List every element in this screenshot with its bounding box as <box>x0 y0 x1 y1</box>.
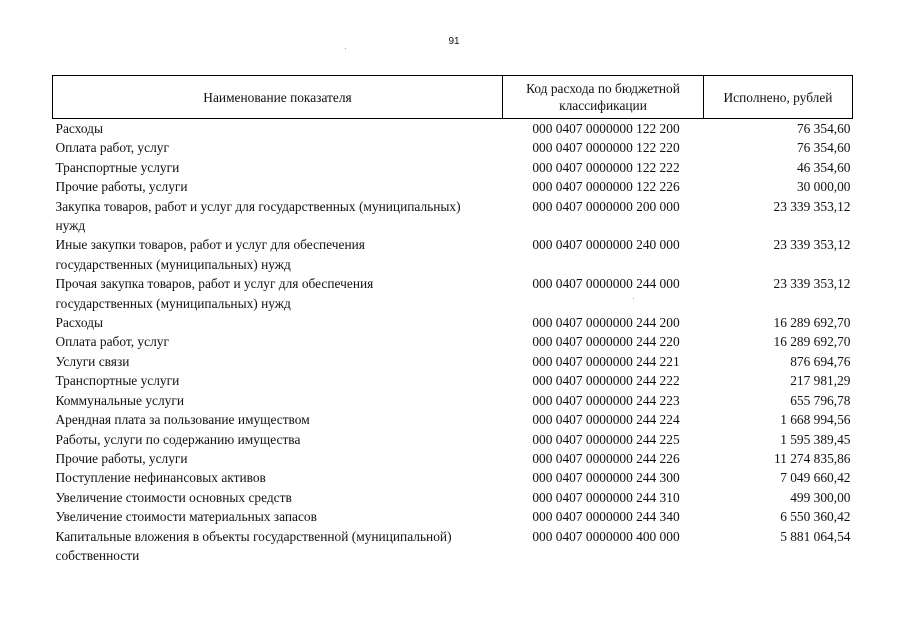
row-code: 000 0407 0000000 244 220 <box>532 334 680 350</box>
row-name: Коммунальные услуги <box>55 392 184 408</box>
row-code: 000 0407 0000000 244 300 <box>532 470 680 486</box>
row-code: 000 0407 0000000 240 000 <box>532 237 680 253</box>
row-name: Поступление нефинансовых активов <box>55 470 266 486</box>
row-name: Транспортные услуги <box>55 373 180 389</box>
row-code: 000 0407 0000000 244 222 <box>532 373 680 389</box>
row-amount: 876 694,76 <box>790 353 851 369</box>
table-row <box>53 430 853 449</box>
row-name: Арендная плата за пользование имуществом <box>55 412 310 428</box>
table-row <box>53 274 853 313</box>
table-header <box>53 76 853 119</box>
table-row <box>53 138 853 157</box>
row-name: Закупка товаров, работ и услуг для государственных (муниципальных) нужд <box>55 198 461 234</box>
row-name: Услуги связи <box>55 353 130 369</box>
row-amount: 23 339 353,12 <box>773 237 851 253</box>
table-row <box>53 352 853 371</box>
row-code: 000 0407 0000000 122 226 <box>532 179 680 195</box>
row-code: 000 0407 0000000 122 200 <box>532 121 680 136</box>
table-row <box>53 507 853 526</box>
row-amount: 1 668 994,56 <box>780 412 851 428</box>
row-name: Прочая закупка товаров, работ и услуг для обеспечения государственных (муниципальных) нужд <box>55 276 374 311</box>
row-code: 000 0407 0000000 400 000 <box>532 528 680 544</box>
row-name: Увеличение стоимости основных средств <box>55 489 292 505</box>
header-code: Код расхода по бюджетной классификации <box>503 76 704 119</box>
page-number: 91 <box>448 36 460 47</box>
row-code: 000 0407 0000000 244 223 <box>532 392 680 408</box>
row-code: 000 0407 0000000 244 000 <box>532 276 680 292</box>
table-row <box>53 488 853 507</box>
table-row <box>53 177 853 196</box>
table-row <box>53 410 853 429</box>
expenditure-table <box>52 75 853 565</box>
row-amount: 1 595 389,45 <box>780 431 851 447</box>
header-name: Наименование показателя <box>53 76 503 119</box>
row-amount: 499 300,00 <box>790 489 851 505</box>
row-code: 000 0407 0000000 244 225 <box>532 431 680 447</box>
row-name: Прочие работы, услуги <box>55 450 188 466</box>
row-name: Оплата работ, услуг <box>55 334 169 350</box>
row-amount: 76 354,60 <box>796 140 851 156</box>
row-amount: 30 000,00 <box>796 179 851 195</box>
row-name: Работы, услуги по содержанию имущества <box>55 431 301 447</box>
table-row <box>53 371 853 390</box>
header-row <box>53 76 853 119</box>
row-amount: 46 354,60 <box>796 159 851 175</box>
table-row <box>53 332 853 351</box>
row-code: 000 0407 0000000 244 200 <box>532 315 680 331</box>
table-row <box>53 391 853 410</box>
row-code: 000 0407 0000000 244 226 <box>532 450 680 466</box>
row-amount: 16 289 692,70 <box>773 315 851 331</box>
table-row <box>53 119 853 139</box>
row-name: Расходы <box>55 315 103 331</box>
table-row <box>53 158 853 177</box>
row-code: 000 0407 0000000 122 222 <box>532 159 680 175</box>
header-amount: Исполнено, рублей <box>704 76 853 119</box>
row-amount: 5 881 064,54 <box>780 528 851 544</box>
row-name: Иные закупки товаров, работ и услуг для обеспечения государственных (муниципальных) нужд <box>55 237 365 272</box>
row-name: Капитальные вложения в объекты государственной (муниципальной) собственности <box>55 528 452 563</box>
row-code: 000 0407 0000000 244 224 <box>532 412 680 428</box>
row-amount: 7 049 660,42 <box>780 470 851 486</box>
row-amount: 655 796,78 <box>790 392 851 408</box>
row-amount: 23 339 353,12 <box>773 276 851 292</box>
row-code: 000 0407 0000000 200 000 <box>532 198 680 214</box>
row-code: 000 0407 0000000 122 220 <box>532 140 680 156</box>
scan-speck <box>345 48 346 49</box>
table-row <box>53 197 853 236</box>
row-amount: 6 550 360,42 <box>780 509 851 525</box>
row-code: 000 0407 0000000 244 310 <box>532 489 680 505</box>
row-name: Прочие работы, услуги <box>55 179 188 195</box>
row-amount: 16 289 692,70 <box>773 334 851 350</box>
table-row <box>53 449 853 468</box>
row-amount: 217 981,29 <box>790 373 851 389</box>
row-name: Оплата работ, услуг <box>55 140 169 156</box>
table-row <box>53 235 853 274</box>
row-name: Увеличение стоимости материальных запасов <box>55 509 317 525</box>
table-row <box>53 468 853 487</box>
row-name: Транспортные услуги <box>55 159 180 175</box>
row-name: Расходы <box>55 121 103 136</box>
table-row <box>53 527 853 566</box>
row-amount: 23 339 353,12 <box>773 198 851 214</box>
row-code: 000 0407 0000000 244 221 <box>532 353 680 369</box>
table-body <box>53 119 853 566</box>
row-amount: 11 274 835,86 <box>774 450 851 466</box>
table-row <box>53 313 853 332</box>
row-amount: 76 354,60 <box>796 121 851 136</box>
row-code: 000 0407 0000000 244 340 <box>532 509 680 525</box>
